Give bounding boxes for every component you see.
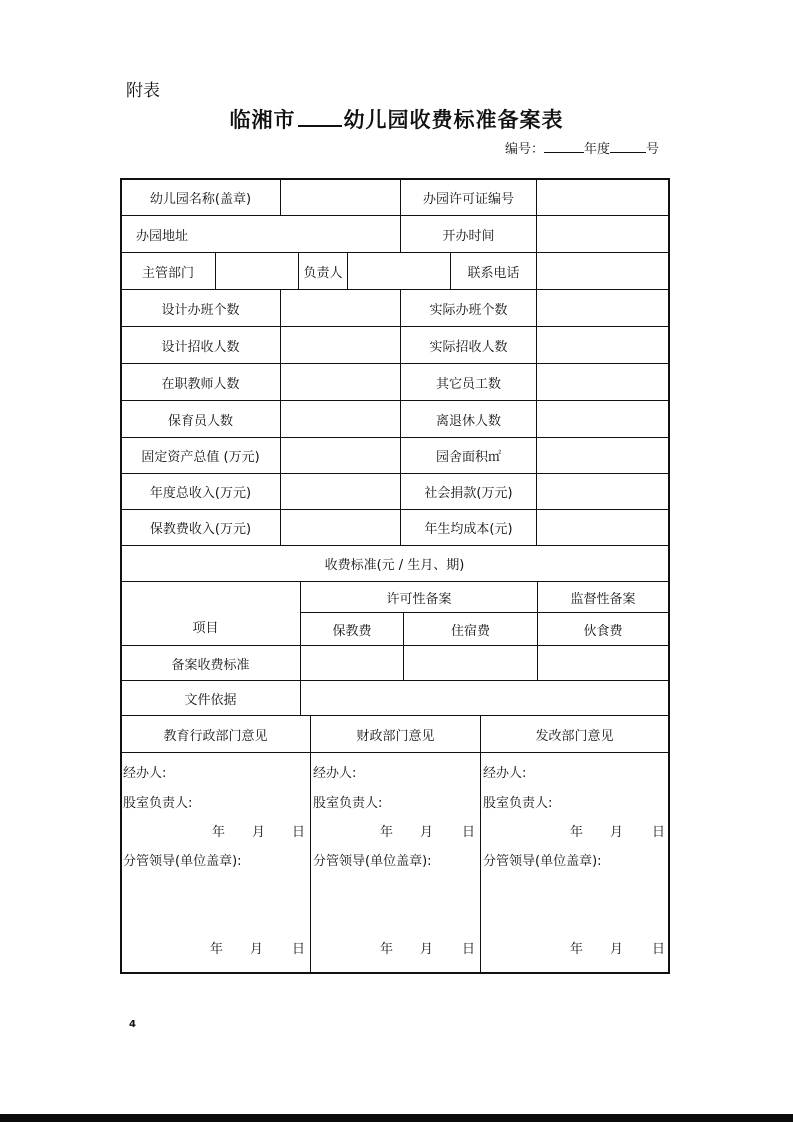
date-day: 日 <box>652 942 666 957</box>
donations-label: 社会捐款(万元) <box>424 486 513 501</box>
kindergarten-name-field[interactable] <box>281 180 400 215</box>
finance-dept-opinion-heading: 财政部门意见 <box>356 728 435 744</box>
designed-classes-field[interactable] <box>281 290 400 326</box>
section-head-label: 股室负责人: <box>123 796 193 811</box>
annual-income-label: 年度总收入(万元) <box>149 486 252 501</box>
date-year: 年 <box>380 825 394 840</box>
date-year: 年 <box>570 825 584 840</box>
handler-label: 经办人: <box>483 766 527 781</box>
date-month: 月 <box>610 942 624 957</box>
teachers-field[interactable] <box>281 364 400 400</box>
item-header: 项目 <box>192 621 219 636</box>
tuition-income-field[interactable] <box>281 510 400 545</box>
table-border-right <box>668 178 670 974</box>
fixed-assets-label: 固定资产总值 (万元) <box>141 450 260 465</box>
filed-standard-label: 备案收费标准 <box>171 657 250 673</box>
other-staff-field[interactable] <box>537 364 668 400</box>
title-suffix: 幼儿园收费标准备案表 <box>343 108 564 132</box>
boarding-fee-field[interactable] <box>404 646 537 680</box>
col-rule <box>310 715 311 974</box>
teachers-label: 在职教师人数 <box>161 376 240 392</box>
tuition-fee-field[interactable] <box>301 646 403 680</box>
nursery-staff-field[interactable] <box>281 401 400 437</box>
date-day: 日 <box>292 942 306 957</box>
leader-label: 分管领导(单位盖章): <box>483 854 602 869</box>
attachment-label: 附表 <box>126 81 160 101</box>
boarding-fee-header: 住宿费 <box>450 623 490 639</box>
education-dept-opinion-heading: 教育行政部门意见 <box>163 728 268 744</box>
building-area-field[interactable] <box>537 438 668 473</box>
meal-fee-field[interactable] <box>538 646 668 680</box>
date-year: 年 <box>570 942 584 957</box>
col-rule <box>480 715 481 974</box>
serial-label: 编号： <box>505 142 545 157</box>
handler-label: 经办人: <box>123 766 167 781</box>
row-rule <box>120 752 670 753</box>
meal-fee-header: 伙食费 <box>583 623 623 639</box>
date-month: 月 <box>250 942 264 957</box>
license-number-label: 办园许可证编号 <box>422 192 514 207</box>
cost-per-student-field[interactable] <box>537 510 668 545</box>
date-year: 年 <box>210 942 224 957</box>
basis-document-field[interactable] <box>301 681 668 715</box>
serial-year-label: 年度 <box>584 142 611 157</box>
title-blank[interactable] <box>298 107 342 127</box>
date-day: 日 <box>652 825 666 840</box>
actual-enrollment-field[interactable] <box>537 327 668 363</box>
date-month: 月 <box>420 942 434 957</box>
page-number: 4 <box>129 1019 136 1030</box>
leader-label: 分管领导(单位盖章): <box>313 854 432 869</box>
actual-classes-field[interactable] <box>537 290 668 326</box>
date-year: 年 <box>380 942 394 957</box>
donations-field[interactable] <box>537 474 668 509</box>
fixed-assets-field[interactable] <box>281 438 400 473</box>
handler-label: 经办人: <box>313 766 357 781</box>
date-day: 日 <box>462 825 476 840</box>
date-year: 年 <box>212 825 226 840</box>
supervisor-dept-label: 主管部门 <box>141 265 194 281</box>
address-field[interactable] <box>215 216 400 252</box>
open-time-label: 开办时间 <box>442 228 495 244</box>
serial-no-blank[interactable] <box>610 139 646 153</box>
serial-year-blank[interactable] <box>544 139 584 153</box>
designed-enrollment-field[interactable] <box>281 327 400 363</box>
license-number-field[interactable] <box>537 180 668 215</box>
date-month: 月 <box>420 825 434 840</box>
section-head-label: 股室负责人: <box>313 796 383 811</box>
kindergarten-name-label: 幼儿园名称(盖章) <box>149 192 252 207</box>
address-label: 办园地址 <box>136 228 189 244</box>
development-dept-opinion-heading: 发改部门意见 <box>535 728 614 744</box>
person-in-charge-field[interactable] <box>348 253 450 289</box>
licensed-filing-heading: 许可性备案 <box>386 591 452 607</box>
retired-field[interactable] <box>537 401 668 437</box>
date-day: 日 <box>462 942 476 957</box>
tuition-income-label: 保教费收入(万元) <box>149 522 252 537</box>
leader-label: 分管领导(单位盖章): <box>123 854 242 869</box>
contact-phone-label: 联系电话 <box>467 265 520 281</box>
nursery-staff-label: 保育员人数 <box>167 413 233 429</box>
actual-enrollment-label: 实际招收人数 <box>429 339 508 355</box>
open-time-field[interactable] <box>537 216 668 252</box>
supervisory-filing-heading: 监督性备案 <box>570 591 636 607</box>
date-month: 月 <box>610 825 624 840</box>
tuition-fee-header: 保教费 <box>332 623 372 639</box>
section-head-label: 股室负责人: <box>483 796 553 811</box>
date-month: 月 <box>252 825 266 840</box>
fee-standard-heading: 收费标准(元 / 生月、期) <box>324 558 465 573</box>
cost-per-student-label: 年生均成本(元) <box>424 522 513 537</box>
designed-classes-label: 设计办班个数 <box>161 302 240 318</box>
form-title <box>0 104 793 134</box>
designed-enrollment-label: 设计招收人数 <box>161 339 240 355</box>
basis-document-label: 文件依据 <box>184 692 237 708</box>
building-area-label: 园舍面积㎡ <box>435 450 501 465</box>
annual-income-field[interactable] <box>281 474 400 509</box>
table-border-bottom <box>120 972 670 974</box>
title-prefix: 临湘市 <box>229 108 296 132</box>
serial-number-line <box>505 138 659 157</box>
other-staff-label: 其它员工数 <box>435 376 501 392</box>
scan-edge-bar <box>0 1114 793 1122</box>
supervisor-dept-field[interactable] <box>216 253 298 289</box>
serial-no-label: 号 <box>646 142 660 157</box>
person-in-charge-label: 负责人 <box>303 265 343 281</box>
retired-label: 离退休人数 <box>435 413 501 429</box>
contact-phone-field[interactable] <box>537 253 668 289</box>
actual-classes-label: 实际办班个数 <box>429 302 508 318</box>
date-day: 日 <box>292 825 306 840</box>
